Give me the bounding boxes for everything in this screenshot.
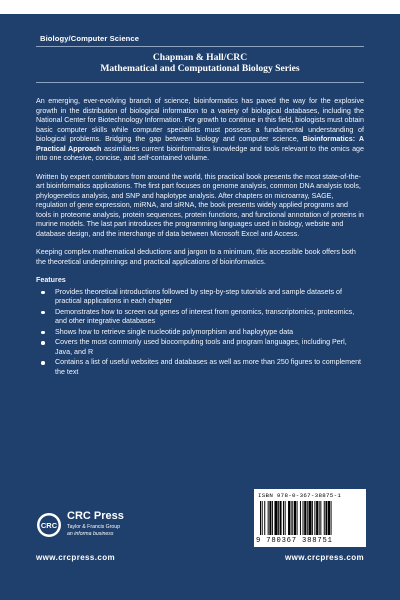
barcode-bar (316, 501, 318, 535)
features-heading: Features (36, 276, 66, 285)
barcode-bar (264, 501, 265, 535)
publisher-logo (36, 510, 146, 550)
paragraph-2: Written by expert contributors from around the world, this practical book presents the most state-of-the-art bioinformatics applications. The first part focuses on genome analysis, common DNA analysis tools, phylogenetics analysis, and SNP and haplotype analysis. After chapters on microarray, SAGE, regulation of gene expression, miRNA, and siRNA, the book presents widely applied programs and tools in proteome analysis, protein sequences, protein functions, and functional annotation of proteins in murine models. The last part introduces the programming languages used in biology, website and database design, and the interchange of data between Microsoft Excel and Access. (36, 172, 364, 238)
isbn-number: ISBN 978-0-367-38875-1 (258, 492, 342, 499)
barcode-bar (268, 501, 269, 535)
barcode-bar (308, 501, 311, 535)
feature-item: Shows how to retrieve single nucleotide polymorphism and haploytype data (36, 328, 364, 338)
barcode-bar (319, 501, 320, 535)
barcode-bar (325, 501, 327, 535)
barcode-bar (312, 501, 313, 535)
website-url-right: www.crcpress.com (284, 553, 364, 562)
barcode-bar (304, 501, 306, 535)
feature-item: Demonstrates how to screen out genes of interest from genomics, transcriptomics, proteomics, and other integrative databases (36, 308, 364, 327)
paragraph-1-part-1: An emerging, ever-evolving branch of science, bioinformatics has paved the way for the explosive growth in the distribution of biological information to a variety of biological databases, including the National Center for Biotechnology Information. For growth to continue in this field, biologists must obtain basic computer skills while computer specialists must possess a fundamental understanding of biological problems. Bridging the gap between biology and computer science, (36, 97, 364, 144)
bottom-rule (36, 82, 364, 83)
barcode-bar (262, 501, 263, 535)
website-url-left: www.crcpress.com (36, 553, 116, 562)
paragraph-3: Keeping complex mathematical deductions and jargon to a minimum, this accessible book offers both the theoretical underpinnings and practical applications of bioinformatics. (36, 248, 356, 266)
top-rule (36, 46, 364, 47)
barcode-bars (260, 501, 360, 535)
barcode-bar (288, 501, 290, 535)
publisher-name: CRC Press (67, 510, 124, 522)
ean-digits: 9 780367 388751 (256, 537, 333, 545)
barcode-bar (303, 501, 304, 535)
barcode (254, 489, 366, 547)
series-line-2: Mathematical and Computational Biology Series (100, 63, 300, 75)
barcode-bar (260, 501, 261, 535)
barcode-bar (274, 501, 277, 535)
top-white-strip (0, 0, 400, 14)
publisher-tagline: Taylor & Francis Group (67, 524, 121, 530)
barcode-bar (320, 501, 321, 535)
book-title: Bioinformatics: A Practical Approach (36, 135, 364, 153)
feature-item: Contains a list of useful websites and databases as well as more than 250 figures to complement the text (36, 358, 364, 377)
barcode-bar (328, 501, 330, 535)
barcode-bar (307, 501, 308, 535)
logo-letters: CRC (40, 521, 58, 530)
barcode-bar (283, 501, 284, 535)
barcode-bar (285, 501, 286, 535)
subject-label: Biology/Computer Science (40, 34, 140, 43)
barcode-bar (272, 501, 273, 535)
publisher-tagline-2: an informa business (67, 531, 114, 537)
feature-item: Provides theoretical introductions followed by step-by-step tutorials and sample datasets of practical applications in each chapter (36, 288, 364, 307)
description-body (36, 97, 364, 378)
barcode-bar (314, 501, 315, 535)
paragraph-1-part-2: assimilates current bioinformatics knowledge and tools relevant to the omics age into one cohesive, concise, and self-contained volume. (36, 144, 364, 163)
barcode-bar (278, 501, 279, 535)
crc-logo-icon (36, 512, 62, 538)
barcode-bar (280, 501, 282, 535)
barcode-bar (269, 501, 271, 535)
series-title (36, 52, 364, 74)
paragraph-1 (36, 97, 364, 164)
feature-item: Covers the most commonly used biocomputing tools and program languages, including Perl, Java, and R (36, 338, 364, 357)
barcode-bar (297, 501, 298, 535)
series-line-1: Chapman & Hall/CRC (152, 52, 248, 63)
barcode-bar (292, 501, 293, 535)
features-list (36, 288, 364, 378)
barcode-bar (291, 501, 292, 535)
barcode-bar (294, 501, 296, 535)
barcode-bar (300, 501, 301, 535)
barcode-bar (324, 501, 325, 535)
barcode-bar (331, 501, 332, 535)
